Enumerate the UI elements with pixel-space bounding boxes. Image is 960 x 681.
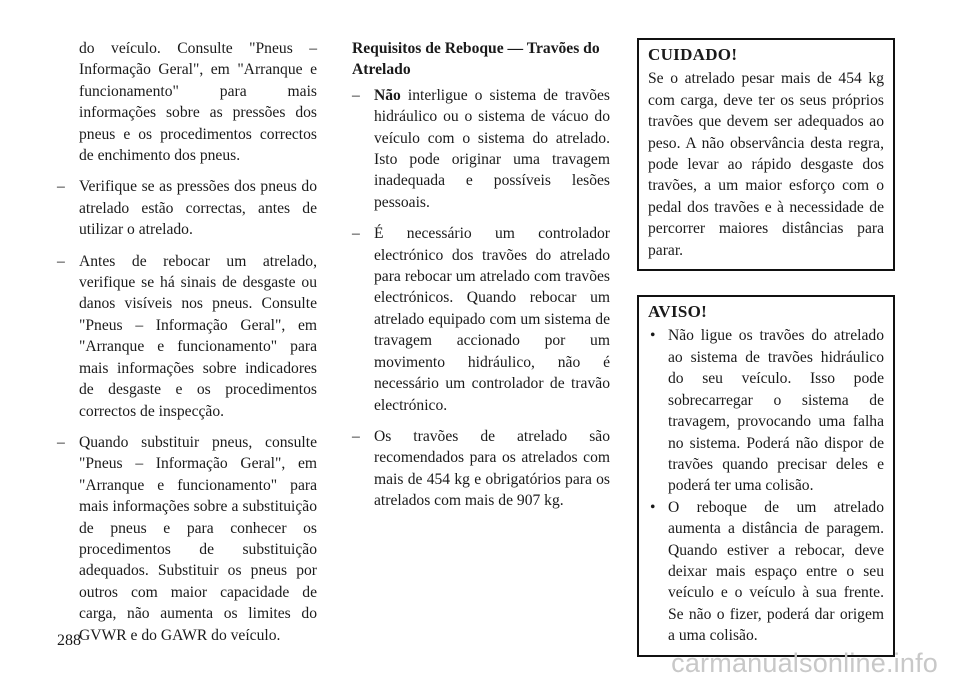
caution-text: Se o atrelado pesar mais de 454 kg com carga, deve ter os seus próprios travões que devem ser adequados ao peso. A não observância desta regra, pode levar ao rápido desgaste dos travões, a um maior esforço com o pedal dos travões e à necessidade de percorrer maiores distâncias para parar. — [648, 70, 884, 259]
list-item-text: Os travões de atrelado são recomendados para os atrelados com mais de 454 kg e obrigatórios para os atrelados com mais de 907 kg. — [374, 427, 610, 510]
page-number: 288 — [57, 632, 81, 649]
bullet-marker: • — [650, 498, 656, 516]
emphasis-text: Não — [374, 86, 401, 104]
list-item — [57, 251, 317, 422]
right-column — [637, 38, 895, 681]
list-item — [352, 223, 610, 416]
warning-box — [637, 295, 895, 657]
list-item — [352, 426, 610, 512]
dash-marker: – — [57, 252, 65, 270]
list-item — [352, 85, 610, 213]
middle-column — [352, 38, 610, 522]
list-item-text: Quando substituir pneus, consulte "Pneus – Informação Geral", em "Arranque e funcionamento" para mais informações sobre a substituição de pneus e para conhecer os procedimentos de substituição adequados. Substituir os pneus por outros com maior capacidade de carga, não aumenta os limites do GVWR e do GAWR do veículo. — [79, 433, 317, 644]
intro-continuation: do veículo. Consulte "Pneus – Informação Geral", em "Arranque e funcionamento" para mais informações sobre as pressões dos pneus e os procedimentos correctos de enchimento dos pneus. — [79, 40, 317, 165]
dash-marker: – — [352, 427, 360, 445]
warning-bullet — [648, 497, 884, 647]
warning-bullet-text: Não ligue os travões do atrelado ao sistema de travões hidráulico do seu veículo. Isso pode sobrecarregar o sistema de travagem, provocando uma falha no sistema. Poderá não dispor de travões quando precisar deles e poderá ter uma colisão. — [668, 327, 884, 495]
caution-title: CUIDADO! — [648, 45, 738, 64]
warning-title: AVISO! — [648, 302, 708, 322]
list-item-text: Antes de rebocar um atrelado, verifique se há sinais de desgaste ou danos visíveis nos pneus. Consulte "Pneus – Informação Geral", em "Arranque e funcionamento" para mais informações sobre indicadores de desgaste e os procedimentos correctos de inspecção. — [79, 252, 317, 420]
list-item — [57, 176, 317, 240]
list-item-text: É necessário um controlador electrónico dos travões do atrelado para rebocar um atrelado com travões electrónicos. Quando rebocar um atrelado equipado com um sistema de travagem accionado por um movimento hidráulico, não é necessário um controlador de travão electrónico. — [374, 225, 610, 414]
dash-marker: – — [57, 178, 65, 196]
dash-marker: – — [352, 225, 360, 243]
warning-bullet-text: O reboque de um atrelado aumenta a distância de paragem. Quando estiver a rebocar, deve deixar mais espaço entre o seu veículo e o veículo à sua frente. Se não o fizer, poderá dar origem a uma colisão. — [668, 498, 884, 645]
list-item — [57, 432, 317, 646]
watermark: carmanualsonline.info — [671, 647, 938, 678]
dash-marker: – — [57, 433, 65, 451]
caution-box — [637, 38, 895, 271]
section-heading: Requisitos de Reboque — Travões do Atrelado — [352, 40, 600, 79]
list-item-text: interligue o sistema de travões hidráulico ou o sistema de vácuo do veículo com o sistema do atrelado. Isto pode originar uma travagem inadequada e possíveis lesões pessoais. — [374, 86, 610, 211]
left-column — [57, 38, 317, 656]
dash-marker: – — [352, 86, 360, 104]
warning-bullet — [648, 325, 884, 496]
list-item-text: Verifique se as pressões dos pneus do atrelado estão correctas, antes de utilizar o atrelado. — [79, 178, 317, 239]
bullet-marker: • — [650, 327, 656, 345]
